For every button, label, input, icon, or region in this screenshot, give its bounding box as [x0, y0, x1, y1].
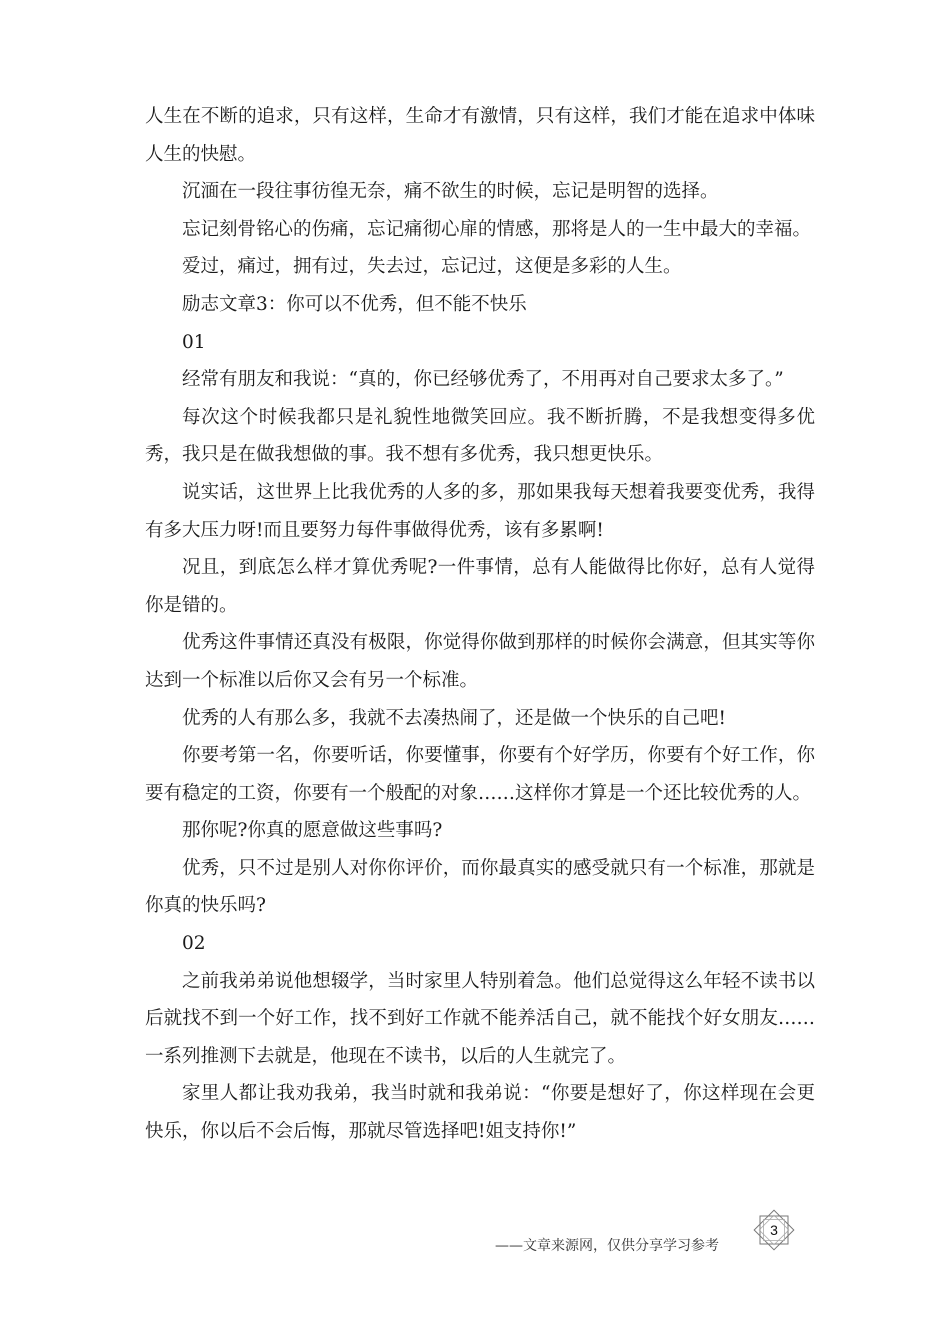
paragraph-7: 经常有朋友和我说：“真的，你已经够优秀了，不用再对自己要求太多了。”	[182, 369, 784, 391]
paragraph-8: 每次这个时候我都只是礼貌性地微笑回应。我不断折腾，不是我想变得多优秀，我只是在做我想做的事。我不想有多优秀，我只想更快乐。	[145, 406, 815, 466]
paragraph-13: 你要考第一名，你要听话，你要懂事，你要有个好学历，你要有个好工作，你要有稳定的工资，你要有一个般配的对象……这样你才算是一个还比较优秀的人。	[145, 745, 815, 804]
page-number: 3	[770, 1222, 778, 1238]
paragraph-9: 说实话，这世界上比我优秀的人多的多，那如果我每天想着我要变优秀，我得有多大压力呀!而且要努力每件事做得优秀，该有多累啊!	[145, 481, 815, 541]
source-note: ——文章来源网，仅供分享学习参考	[495, 1238, 719, 1254]
paragraph-18: 家里人都让我劝我弟，我当时就和我弟说：“你要是想好了，你这样现在会更快乐，你以后不会后悔，那就尽管选择吧!姐支持你!”	[145, 1083, 815, 1143]
document-body	[145, 98, 815, 1151]
paragraph-2: 沉湎在一段往事彷徨无奈，痛不欲生的时候，忘记是明智的选择。	[182, 181, 719, 203]
section-number: 02	[182, 933, 206, 955]
page-number-badge	[751, 1207, 797, 1253]
page-footer	[495, 1207, 815, 1257]
paragraph-15: 优秀，只不过是别人对你你评价，而你最真实的感受就只有一个标准，那就是你真的快乐吗?	[145, 857, 815, 917]
paragraph-1: 人生在不断的追求，只有这样，生命才有激情，只有这样，我们才能在追求中体味人生的快慰。	[145, 106, 815, 165]
paragraph-17: 之前我弟弟说他想辍学，当时家里人特别着急。他们总觉得这么年轻不读书以后就找不到一个好工作，找不到好工作就不能养活自己，就不能找个好女朋友……一系列推测下去就是，他现在不读书，以后的人生就完了。	[145, 970, 815, 1067]
article-heading: 励志文章3：你可以不优秀，但不能不快乐	[182, 293, 527, 315]
paragraph-14: 那你呢?你真的愿意做这些事吗?	[182, 820, 443, 842]
paragraph-11: 优秀这件事情还真没有极限，你觉得你做到那样的时候你会满意，但其实等你达到一个标准以后你又会有另一个标准。	[145, 632, 815, 691]
section-number: 01	[182, 331, 206, 353]
paragraph-4: 爱过，痛过，拥有过，失去过，忘记过，这便是多彩的人生。	[182, 256, 682, 278]
paragraph-12: 优秀的人有那么多，我就不去凑热闹了，还是做一个快乐的自己吧!	[182, 707, 726, 729]
paragraph-10: 况且，到底怎么样才算优秀呢?一件事情，总有人能做得比你好，总有人觉得你是错的。	[145, 557, 815, 616]
paragraph-3: 忘记刻骨铭心的伤痛，忘记痛彻心扉的情感，那将是人的一生中最大的幸福。	[182, 218, 812, 240]
